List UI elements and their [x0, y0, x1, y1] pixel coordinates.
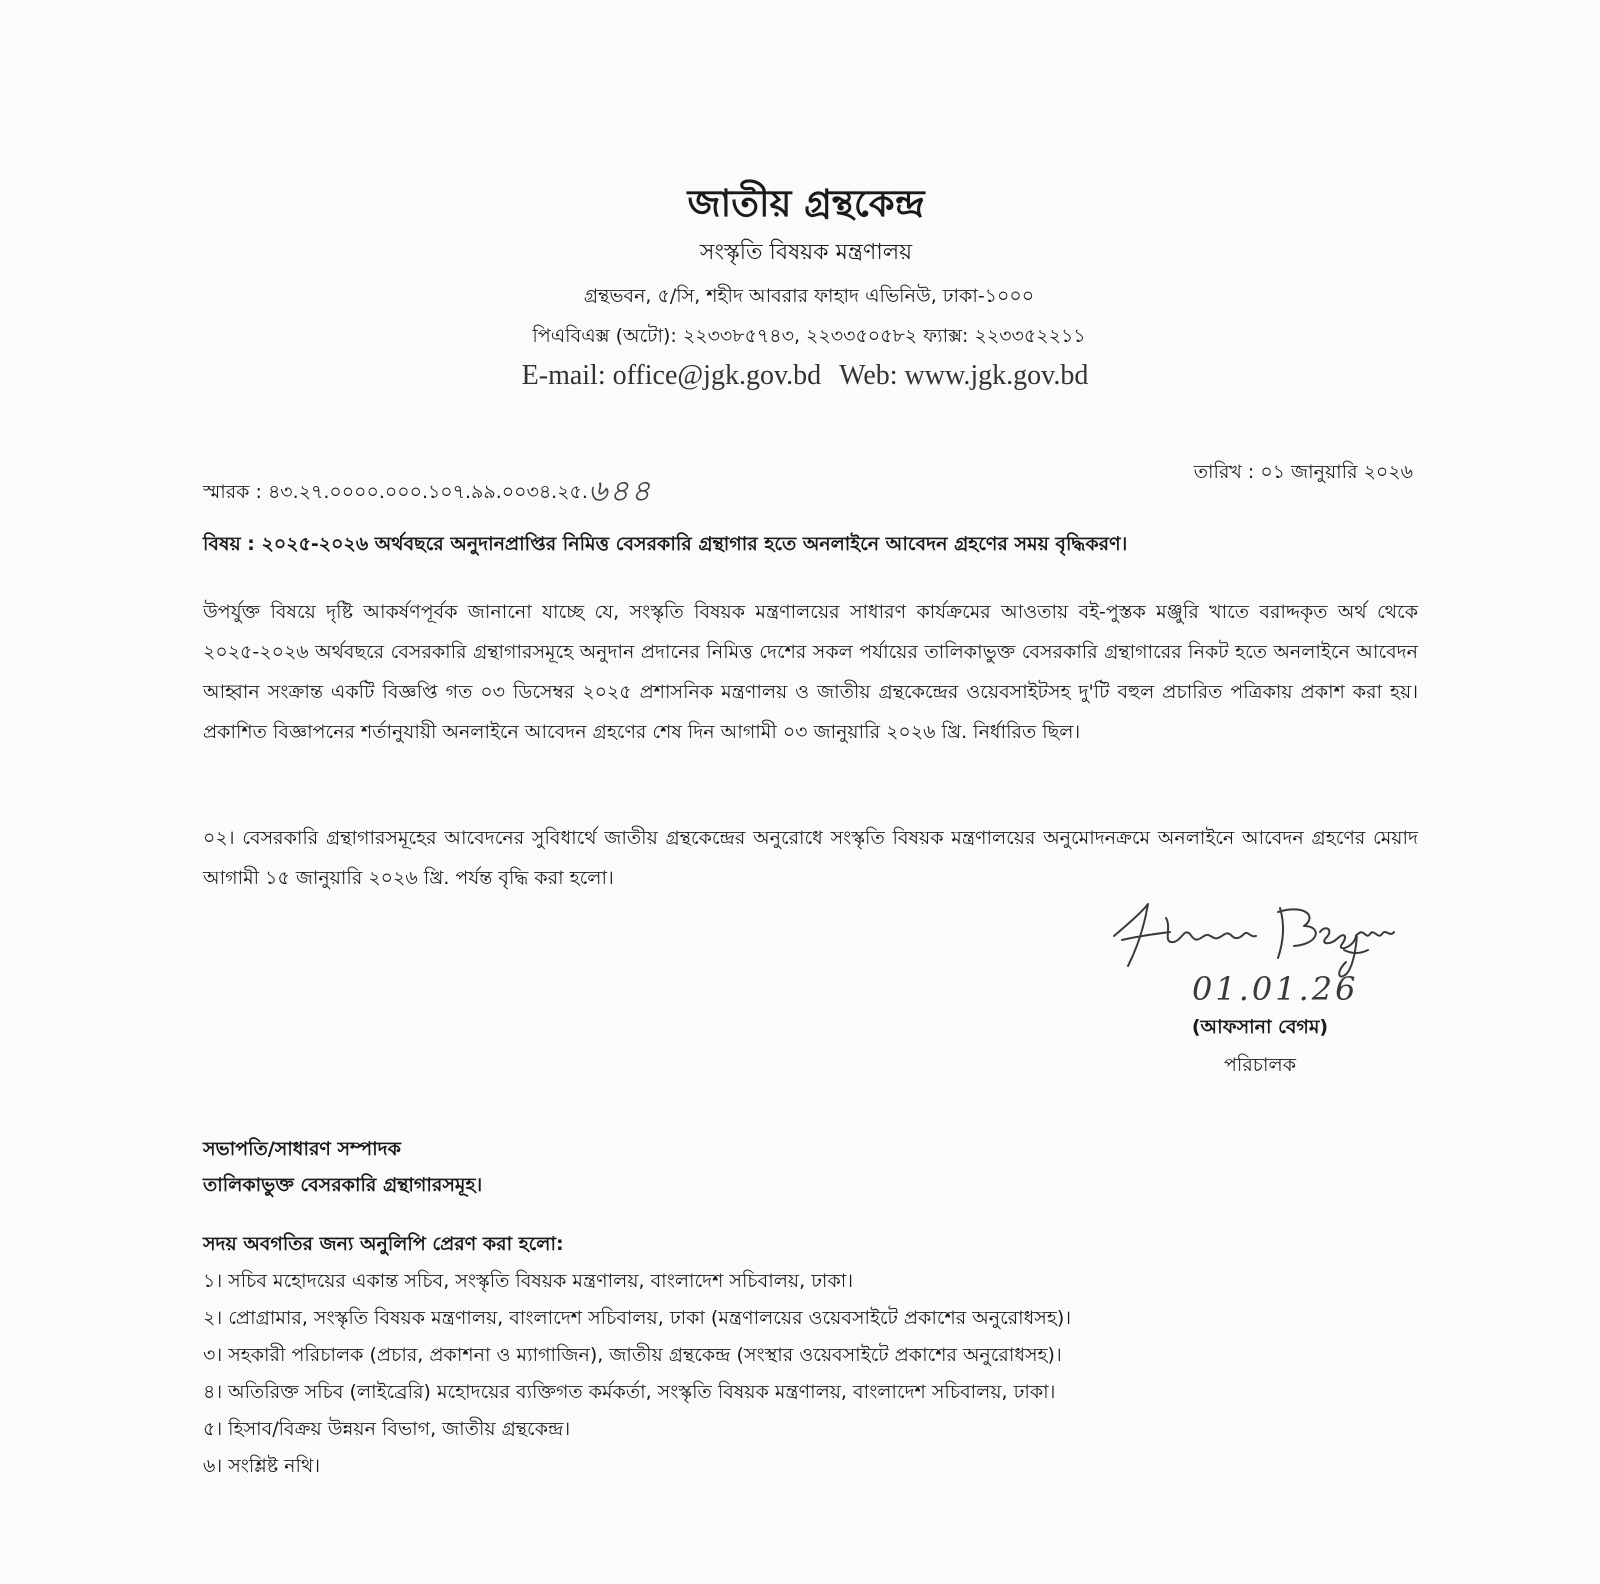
body-paragraph-2: ০২। বেসরকারি গ্রন্থাগারসমূহের আবেদনের সুবিধার্থে জাতীয় গ্রন্থকেন্দ্রের অনুরোধে সংস্কৃতি বিষয়ক মন্ত্রণালয়ের অনুমোদনক্রমে অনলাইনে আবেদন গ্রহণের মেয়াদ আগামী ১৫ জানুয়ারি ২০২৬ খ্রি. পর্যন্ত বৃদ্ধি করা হলো।: [203, 827, 1418, 889]
handwritten-memo-number: ৬৪৪: [587, 474, 653, 509]
memo-number: [203, 464, 652, 515]
copy-to-heading: সদয় অবগতির জন্য অনুলিপি প্রেরণ করা হলো:: [203, 1233, 564, 1255]
email-text: E-mail: office@jgk.gov.bd: [521, 360, 822, 391]
copy-to-item: ৩। সহকারী পরিচালক (প্রচার, প্রকাশনা ও ম্যাগাজিন), জাতীয় গ্রন্থকেন্দ্র (সংস্থার ওয়েবসাইটে প্রকাশের অনুরোধসহ)।: [203, 1344, 1062, 1366]
signatory-name: (আফসানা বেগম): [1191, 1016, 1329, 1038]
ministry-name: সংস্কৃতি বিষয়ক মন্ত্রণালয়: [699, 240, 913, 265]
letterhead: [0, 178, 1600, 396]
copy-to-item: ১। সচিব মহোদয়ের একান্ত সচিব, সংস্কৃতি বিষয়ক মন্ত্রণালয়, বাংলাদেশ সচিবালয়, ঢাকা।: [203, 1270, 854, 1292]
web-text: Web: www.jgk.gov.bd: [839, 360, 1089, 391]
copy-to-item: ৫। হিসাব/বিক্রয় উন্নয়ন বিভাগ, জাতীয় গ্রন্থকেন্দ্র।: [203, 1418, 571, 1440]
copy-to-list: [203, 1263, 1071, 1485]
addressee-line-1: সভাপতি/সাধারণ সম্পাদক: [203, 1138, 401, 1160]
copy-to-item: ৪। অতিরিক্ত সচিব (লাইব্রেরি) মহোদয়ের ব্যক্তিগত কর্মকর্তা, সংস্কৃতি বিষয়ক মন্ত্রণালয়, বাংলাদেশ সচিবালয়, ঢাকা।: [203, 1381, 1056, 1403]
subject-line: বিষয় : ২০২৫-২০২৬ অর্থবছরে অনুদানপ্রাপ্তির নিমিত্ত বেসরকারি গ্রন্থাগার হতে অনলাইনে আবেদন গ্রহণের সময় বৃদ্ধিকরণ।: [203, 533, 1128, 555]
signatory-designation: পরিচালক: [1224, 1054, 1296, 1076]
copy-to-item: ৬। সংশ্লিষ্ট নথি।: [203, 1455, 321, 1477]
signatory-block: [1165, 1008, 1355, 1084]
office-address: গ্রন্থভবন, ৫/সি, শহীদ আবরার ফাহাদ এভিনিউ, ঢাকা-১০০০: [583, 285, 1035, 307]
addressee-block: [203, 1131, 482, 1203]
body-paragraph-1: উপর্যুক্ত বিষয়ে দৃষ্টি আকর্ষণপূর্বক জানানো যাচ্ছে যে, সংস্কৃতি বিষয়ক মন্ত্রণালয়ের সাধারণ কার্যক্রমের আওতায় বই-পুস্তক মঞ্জুরি খাতে বরাদ্দকৃত অর্থ থেকে ২০২৫-২০২৬ অর্থবছরে বেসরকারি গ্রন্থাগারসমূহে অনুদান প্রদানের নিমিত্ত দেশের সকল পর্যায়ের তালিকাভুক্ত বেসরকারি গ্রন্থাগারের নিকট হতে অনলাইনে আবেদন আহ্বান সংক্রান্ত একটি বিজ্ঞপ্তি গত ০৩ ডিসেম্বর ২০২৫ প্রশাসনিক মন্ত্রণালয় ও জাতীয় গ্রন্থকেন্দ্রের ওয়েবসাইটসহ দু'টি বহুল প্রচারিত পত্রিকায় প্রকাশ করা হয়। প্রকাশিত বিজ্ঞাপনের শর্তানুযায়ী অনলাইনে আবেদন গ্রহণের শেষ দিন আগামী ০৩ জানুয়ারি ২০২৬ খ্রি. নির্ধারিত ছিল।: [203, 601, 1418, 743]
addressee-line-2: তালিকাভুক্ত বেসরকারি গ্রন্থাগারসমূহ।: [203, 1174, 483, 1196]
copy-to-block: [203, 1226, 1071, 1485]
handwritten-date: 01.01.26: [1192, 970, 1359, 1008]
copy-to-item: ২। প্রোগ্রামার, সংস্কৃতি বিষয়ক মন্ত্রণালয়, বাংলাদেশ সচিবালয়, ঢাকা (মন্ত্রণালয়ের ওয়েবসাইটে প্রকাশের অনুরোধসহ)।: [203, 1307, 1072, 1329]
letter-date: তারিখ : ০১ জানুয়ারি ২০২৬: [1193, 461, 1413, 483]
memo-row: [203, 458, 1413, 509]
phone-fax: পিএবিএক্স (অটো): ২২৩৩৮৫৭৪৩, ২২৩৩৫০৫৮২ ফ্যাক্স: ২২৩৩৫২২১১: [532, 325, 1086, 347]
memo-number-text: স্মারক : ৪৩.২৭.০০০০.০০০.১০৭.৯৯.০০৩৪.২৫.: [203, 481, 588, 503]
organization-name: জাতীয় গ্রন্থকেন্দ্র: [687, 182, 925, 225]
handwritten-signature: [1108, 888, 1398, 1010]
email-web: [10, 356, 1600, 396]
